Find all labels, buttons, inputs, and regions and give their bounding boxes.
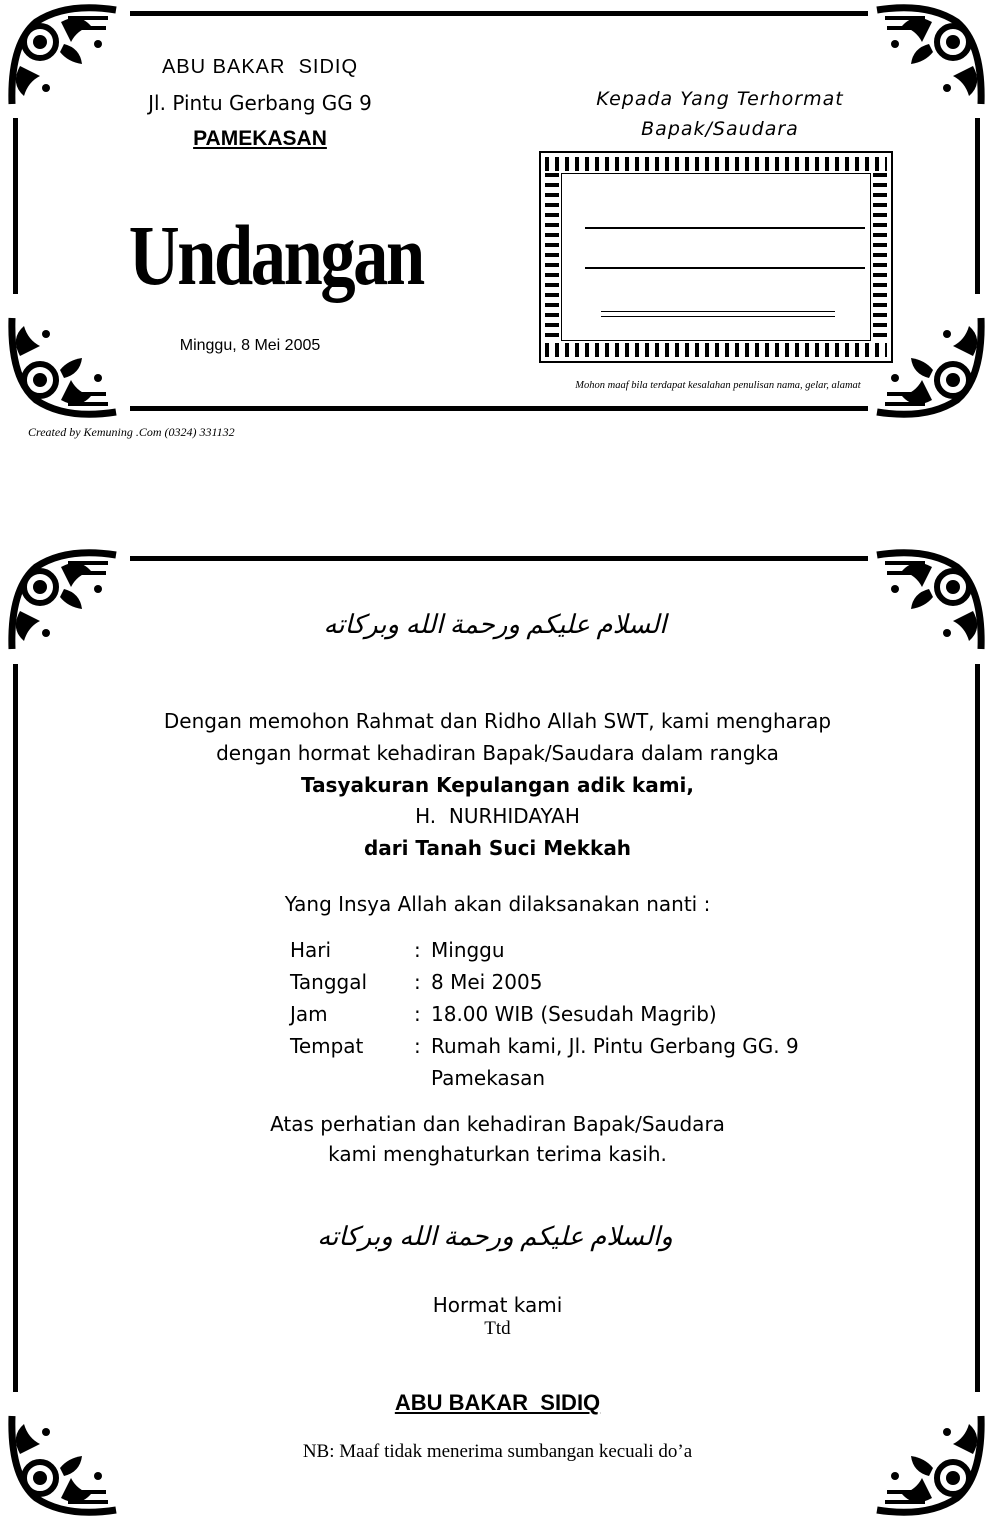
address-line[interactable] [585,267,865,269]
schedule-value: Minggu [431,938,505,962]
schedule-value: Pamekasan [431,1066,546,1090]
schedule-label: Jam [290,1002,328,1026]
recipient-label-2: Bapak/Saudara [641,118,799,140]
closing-arabic: والسلام عليكم ورحمة الله وبركاته [317,1222,673,1251]
schedule-label: Tempat [290,1034,364,1058]
event-line: Tasyakuran Kepulangan adik kami, [301,773,694,797]
envelope-border-left [13,118,18,294]
intro-line-2: dengan hormat kehadiran Bapak/Saudara dalam rangka [216,741,779,765]
schedule-separator: : [414,970,421,994]
greeting-arabic: السلام عليكم ورحمة الله وبركاته [323,610,667,639]
envelope-border-right [975,118,980,294]
schedule-intro: Yang Insya Allah akan dilaksanakan nanti : [284,892,711,916]
envelope-border-bottom [130,406,868,411]
address-line[interactable] [585,227,865,229]
ornament-corner-icon [869,549,987,657]
credit-line: Created by Kemuning .Com (0324) 331132 [28,425,235,439]
sender-address: Jl. Pintu Gerbang GG 9 [148,91,372,115]
ornament-corner-icon [6,310,124,418]
origin-line: dari Tanah Suci Mekkah [363,836,632,860]
signature: Ttd [484,1318,511,1339]
schedule-label: Hari [290,938,332,962]
recipient-label-1: Kepada Yang Terhormat [596,88,844,110]
apology-note: Mohon maaf bila terdapat kesalahan penulisan nama, gelar, alamat [575,380,861,391]
letter-border-left [13,664,18,1392]
schedule-value: Rumah kami, Jl. Pintu Gerbang GG. 9 [431,1034,799,1058]
schedule-value: 18.00 WIB (Sesudah Magrib) [431,1002,717,1026]
envelope-border-top [130,11,868,16]
envelope-date: Minggu, 8 Mei 2005 [179,337,321,354]
note: NB: Maaf tidak menerima sumbangan kecuali do’a [302,1441,693,1462]
letter-border-top [130,556,868,561]
address-line[interactable] [601,311,835,317]
schedule-separator: : [414,938,421,962]
closing-line-2: kami menghaturkan terima kasih. [328,1142,667,1166]
ornament-corner-icon [6,549,124,657]
sender-name: ABU BAKAR SIDIQ [161,56,359,78]
intro-line-1: Dengan memohon Rahmat dan Ridho Allah SWT, kami mengharap [163,709,832,733]
schedule-separator: : [414,1034,421,1058]
address-box [539,151,893,363]
schedule-separator: : [414,1002,421,1026]
regards: Hormat kami [432,1293,563,1317]
sender-city: PAMEKASAN [193,127,327,150]
honoree-name: H. NURHIDAYAH [415,804,580,828]
ornament-corner-icon [869,4,987,112]
signer-name: ABU BAKAR SIDIQ [394,1390,601,1415]
schedule-value: 8 Mei 2005 [431,970,543,994]
letter-border-right [975,664,980,1392]
envelope-title: Undangan [128,207,423,303]
closing-line-1: Atas perhatian dan kehadiran Bapak/Saudara [270,1112,725,1136]
schedule-label: Tanggal [290,970,368,994]
